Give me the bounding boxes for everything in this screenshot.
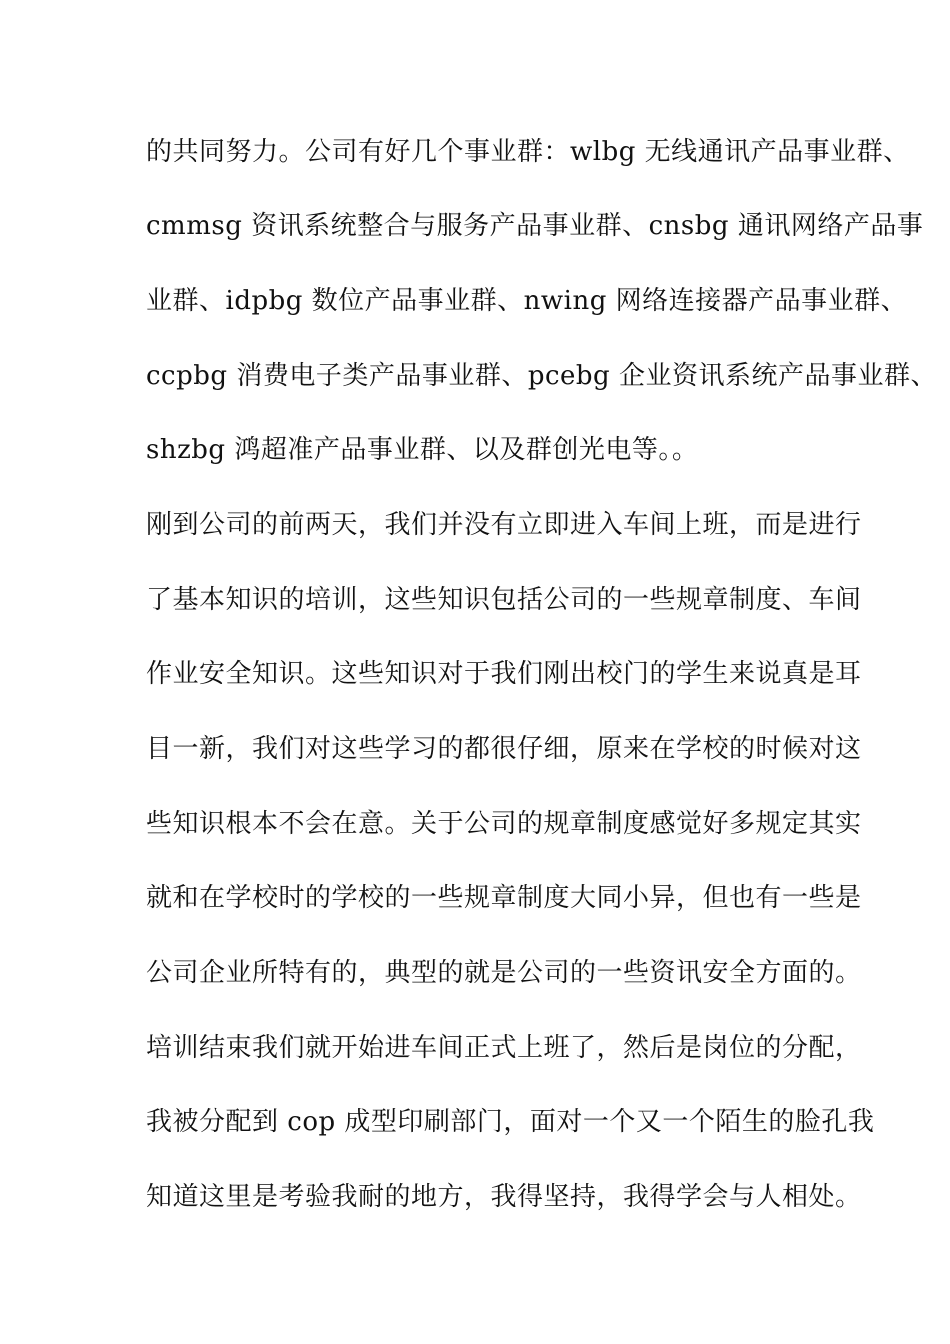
text-line: 我被分配到 cop 成型印刷部门，面对一个又一个陌生的脸孔我 xyxy=(146,1107,875,1137)
text-line: 作业安全知识。这些知识对于我们刚出校门的学生来说真是耳 xyxy=(146,659,862,689)
text-line: 些知识根本不会在意。关于公司的规章制度感觉好多规定其实 xyxy=(146,809,862,839)
text-line: cmmsg 资讯系统整合与服务产品事业群、cnsbg 通讯网络产品事 xyxy=(146,211,924,241)
text-line: 的共同努力。公司有好几个事业群：wlbg 无线通讯产品事业群、 xyxy=(146,137,910,167)
text-line: 业群、idpbg 数位产品事业群、nwing 网络连接器产品事业群、 xyxy=(146,286,908,316)
text-line: 就和在学校时的学校的一些规章制度大同小异，但也有一些是 xyxy=(146,883,862,913)
text-line: ccpbg 消费电子类产品事业群、pcebg 企业资讯系统产品事业群、 xyxy=(146,361,937,391)
text-line: 知道这里是考验我耐的地方，我得坚持，我得学会与人相处。 xyxy=(146,1182,862,1212)
text-line: 了基本知识的培训，这些知识包括公司的一些规章制度、车间 xyxy=(146,585,862,615)
text-line: 刚到公司的前两天，我们并没有立即进入车间上班，而是进行 xyxy=(146,510,862,540)
text-line: 培训结束我们就开始进车间正式上班了，然后是岗位的分配， xyxy=(146,1033,862,1063)
text-line: shzbg 鸿超准产品事业群、以及群创光电等。。 xyxy=(146,435,699,465)
text-line: 目一新，我们对这些学习的都很仔细，原来在学校的时候对这 xyxy=(146,734,862,764)
text-line: 公司企业所特有的，典型的就是公司的一些资讯安全方面的。 xyxy=(146,958,862,988)
